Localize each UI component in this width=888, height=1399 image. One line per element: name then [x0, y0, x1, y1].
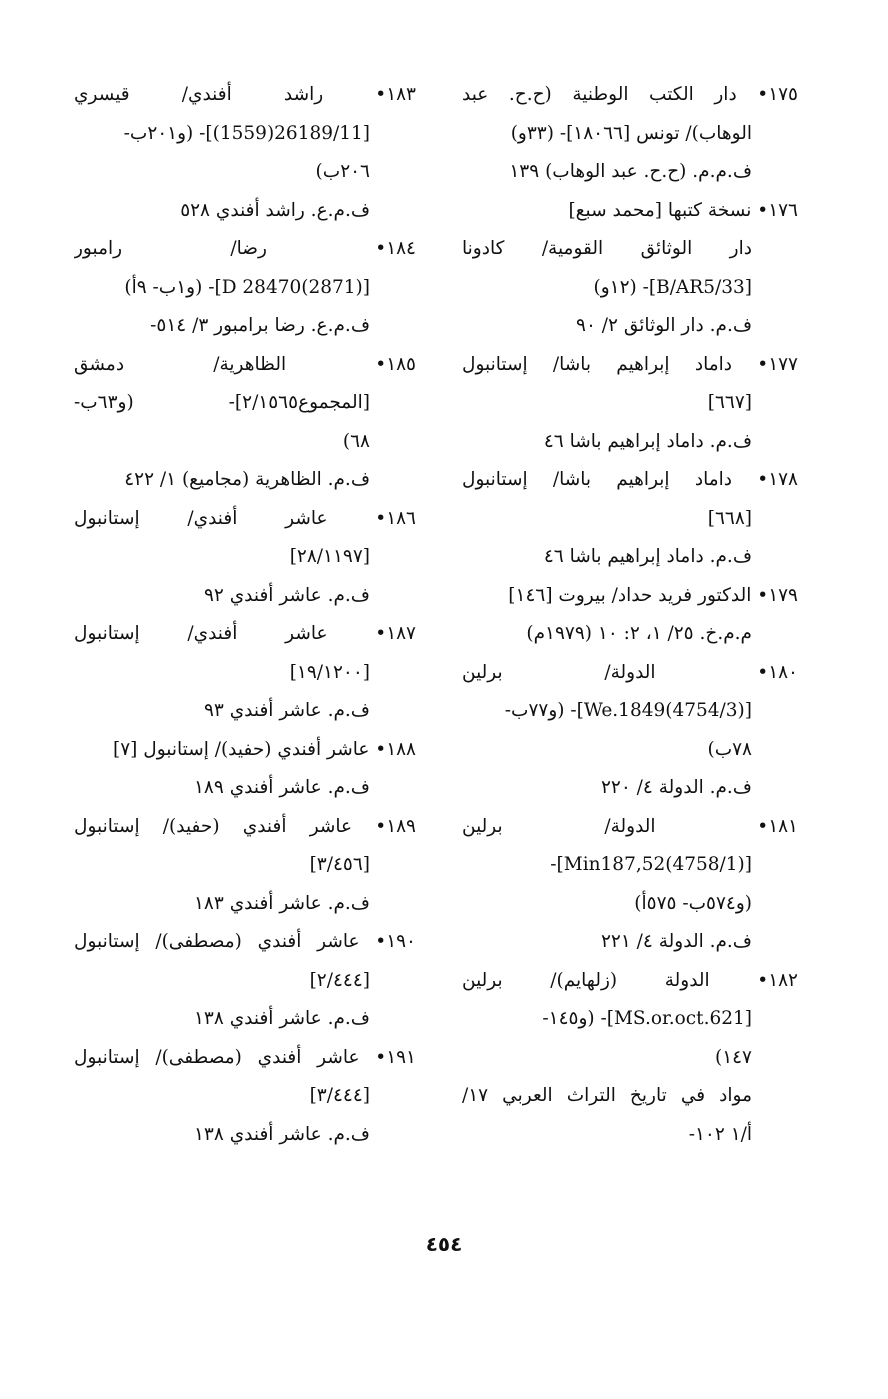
catalog-entry — [74, 500, 416, 616]
right-column — [462, 76, 798, 1154]
entry-continuation-line: [٦٦٧] — [707, 392, 752, 413]
entry-reference-line: ف.م.ع. راشد أفندي ٥٢٨ — [180, 199, 370, 221]
catalog-entry — [462, 808, 798, 962]
entry-reference-line: ف.م. داماد إبراهيم باشا ٤٦ — [543, 430, 752, 452]
entry-reference-line: ف.م. عاشر أفندي ٩٢ — [203, 584, 370, 606]
entry-continuation-line: ٢٠٦ب) — [315, 161, 370, 182]
catalog-entry — [74, 615, 416, 731]
catalog-entry — [74, 731, 416, 808]
entry-continuation-line: [D 28470(2871)]- (و١ب- ٩أ) — [124, 276, 370, 298]
entry-heading-line: ١٧٥• دار الكتب الوطنية (ح.ح. عبد — [462, 84, 798, 105]
entry-continuation-line: [٢/٤٤٤] — [309, 969, 370, 991]
entry-continuation-line: الوهاب)/ تونس [١٨٠٦٦]- (٣٣و) — [510, 122, 752, 144]
entry-continuation-line: [26189/11(1559)]- (و٢٠١ب- — [123, 122, 370, 144]
entry-continuation-line: دار الوثائق القومية/ كادونا — [462, 238, 752, 259]
catalog-entry — [74, 1039, 416, 1155]
entry-heading-line: ١٩٠• عاشر أفندي (مصطفى)/ إستانبول — [74, 931, 416, 952]
entry-reference-line: ف.م.ع. رضا برامبور ٣/ ٥١٤- — [150, 315, 370, 336]
catalog-entry — [74, 808, 416, 924]
entry-continuation-line: [المجموع٢/١٥٦٥]- (و٦٣ب- — [74, 392, 370, 413]
entry-heading-line: ١٨٢• الدولة (زلهايم)/ برلين — [462, 969, 798, 991]
entry-continuation-line: (و٥٧٤ب- ٥٧٥أ) — [634, 892, 752, 914]
catalog-entry — [462, 962, 798, 1155]
entry-continuation-line: [١٩/١٢٠٠] — [289, 661, 370, 683]
entry-reference-line: ف.م. الدولة ٤/ ٢٢١ — [600, 931, 752, 952]
entry-continuation-line: [٦٦٨] — [707, 507, 752, 529]
entry-reference-line: ف.م. عاشر أفندي ١٣٨ — [194, 1008, 370, 1029]
entry-continuation-line: [Min187,52(4758/1)]- — [550, 854, 752, 875]
entry-reference-line: ف.م. الظاهرية (مجاميع) ١/ ٤٢٢ — [124, 469, 370, 490]
entry-heading-line: ١٨٤• رضا/ رامبور — [74, 238, 416, 259]
entry-continuation-line: [٣/٤٥٦] — [309, 854, 370, 875]
catalog-entry — [462, 577, 798, 654]
entry-heading-line: ١٨٧• عاشر أفندي/ إستانبول — [74, 623, 416, 644]
entry-reference-line: ف.م. عاشر أفندي ١٨٩ — [194, 777, 370, 798]
entry-heading-line: ١٨٥• الظاهرية/ دمشق — [74, 353, 416, 375]
entry-heading-line: ١٧٦• نسخة كتبها [محمد سبع] — [568, 199, 798, 221]
catalog-entry — [462, 346, 798, 462]
entry-reference-line: ف.م. عاشر أفندي ٩٣ — [203, 700, 370, 721]
entry-reference-line: ف.م. الدولة ٤/ ٢٢٠ — [600, 777, 752, 798]
entry-heading-line: ١٨٠• الدولة/ برلين — [462, 661, 798, 683]
catalog-entry — [74, 346, 416, 500]
entry-heading-line: ١٧٧• داماد إبراهيم باشا/ إستانبول — [462, 353, 798, 375]
catalog-entry — [74, 230, 416, 346]
left-column — [74, 76, 416, 1154]
entry-continuation-line: ٧٨ب) — [707, 738, 752, 760]
catalog-entry — [462, 192, 798, 346]
entry-continuation-line: [We.1849(4754/3)]- (و٧٧ب- — [504, 700, 752, 721]
entry-heading-line: ١٨١• الدولة/ برلين — [462, 815, 798, 837]
entry-continuation-line: ١٤٧) — [714, 1046, 752, 1068]
entry-heading-line: ١٩١• عاشر أفندي (مصطفى)/ إستانبول — [74, 1046, 416, 1068]
entry-continuation-line: م.م.خ. ٢٥/ ١، ٢: ١٠ (١٩٧٩م) — [526, 623, 752, 644]
entry-heading-line: ١٨٣• راشد أفندي/ قيسري — [74, 84, 416, 105]
catalog-entry — [462, 461, 798, 577]
catalog-entry — [462, 76, 798, 192]
entry-reference-line: ف.م. عاشر أفندي ١٣٨ — [194, 1123, 370, 1145]
catalog-entry — [462, 654, 798, 808]
entry-continuation-line: [B/AR5/33]- (١٢و) — [593, 276, 752, 298]
entry-reference-line: ف.م. عاشر أفندي ١٨٣ — [194, 892, 370, 914]
entry-continuation-line: [MS.or.oct.621]- (و١٤٥- — [542, 1008, 752, 1029]
entry-continuation-line: مواد في تاريخ التراث العربي ١٧/ — [462, 1085, 752, 1106]
entry-heading-line: ١٨٩• عاشر أفندي (حفيد)/ إستانبول — [74, 815, 416, 837]
catalog-entry — [74, 76, 416, 230]
catalog-entry — [74, 923, 416, 1039]
entry-reference-line: ف.م. داماد إبراهيم باشا ٤٦ — [543, 546, 752, 567]
entry-heading-line: ١٧٩• الدكتور فريد حداد/ بيروت [١٤٦] — [508, 584, 798, 606]
entry-continuation-line: أ/١ ١٠٢- — [688, 1123, 752, 1145]
entry-heading-line: ١٨٨• عاشر أفندي (حفيد)/ إستانبول [٧] — [113, 738, 416, 760]
entry-continuation-line: [٢٨/١١٩٧] — [289, 546, 370, 567]
entry-continuation-line: ٦٨) — [342, 430, 370, 452]
entry-reference-line: ف.م.م. (ح.ح. عبد الوهاب) ١٣٩ — [509, 161, 752, 182]
entry-reference-line: ف.م. دار الوثائق ٢/ ٩٠ — [576, 315, 752, 336]
entry-heading-line: ١٨٦• عاشر أفندي/ إستانبول — [74, 507, 416, 529]
entry-continuation-line: [٣/٤٤٤] — [309, 1085, 370, 1106]
page-number: ٤٥٤ — [425, 1232, 463, 1256]
entry-heading-line: ١٧٨• داماد إبراهيم باشا/ إستانبول — [462, 469, 798, 490]
